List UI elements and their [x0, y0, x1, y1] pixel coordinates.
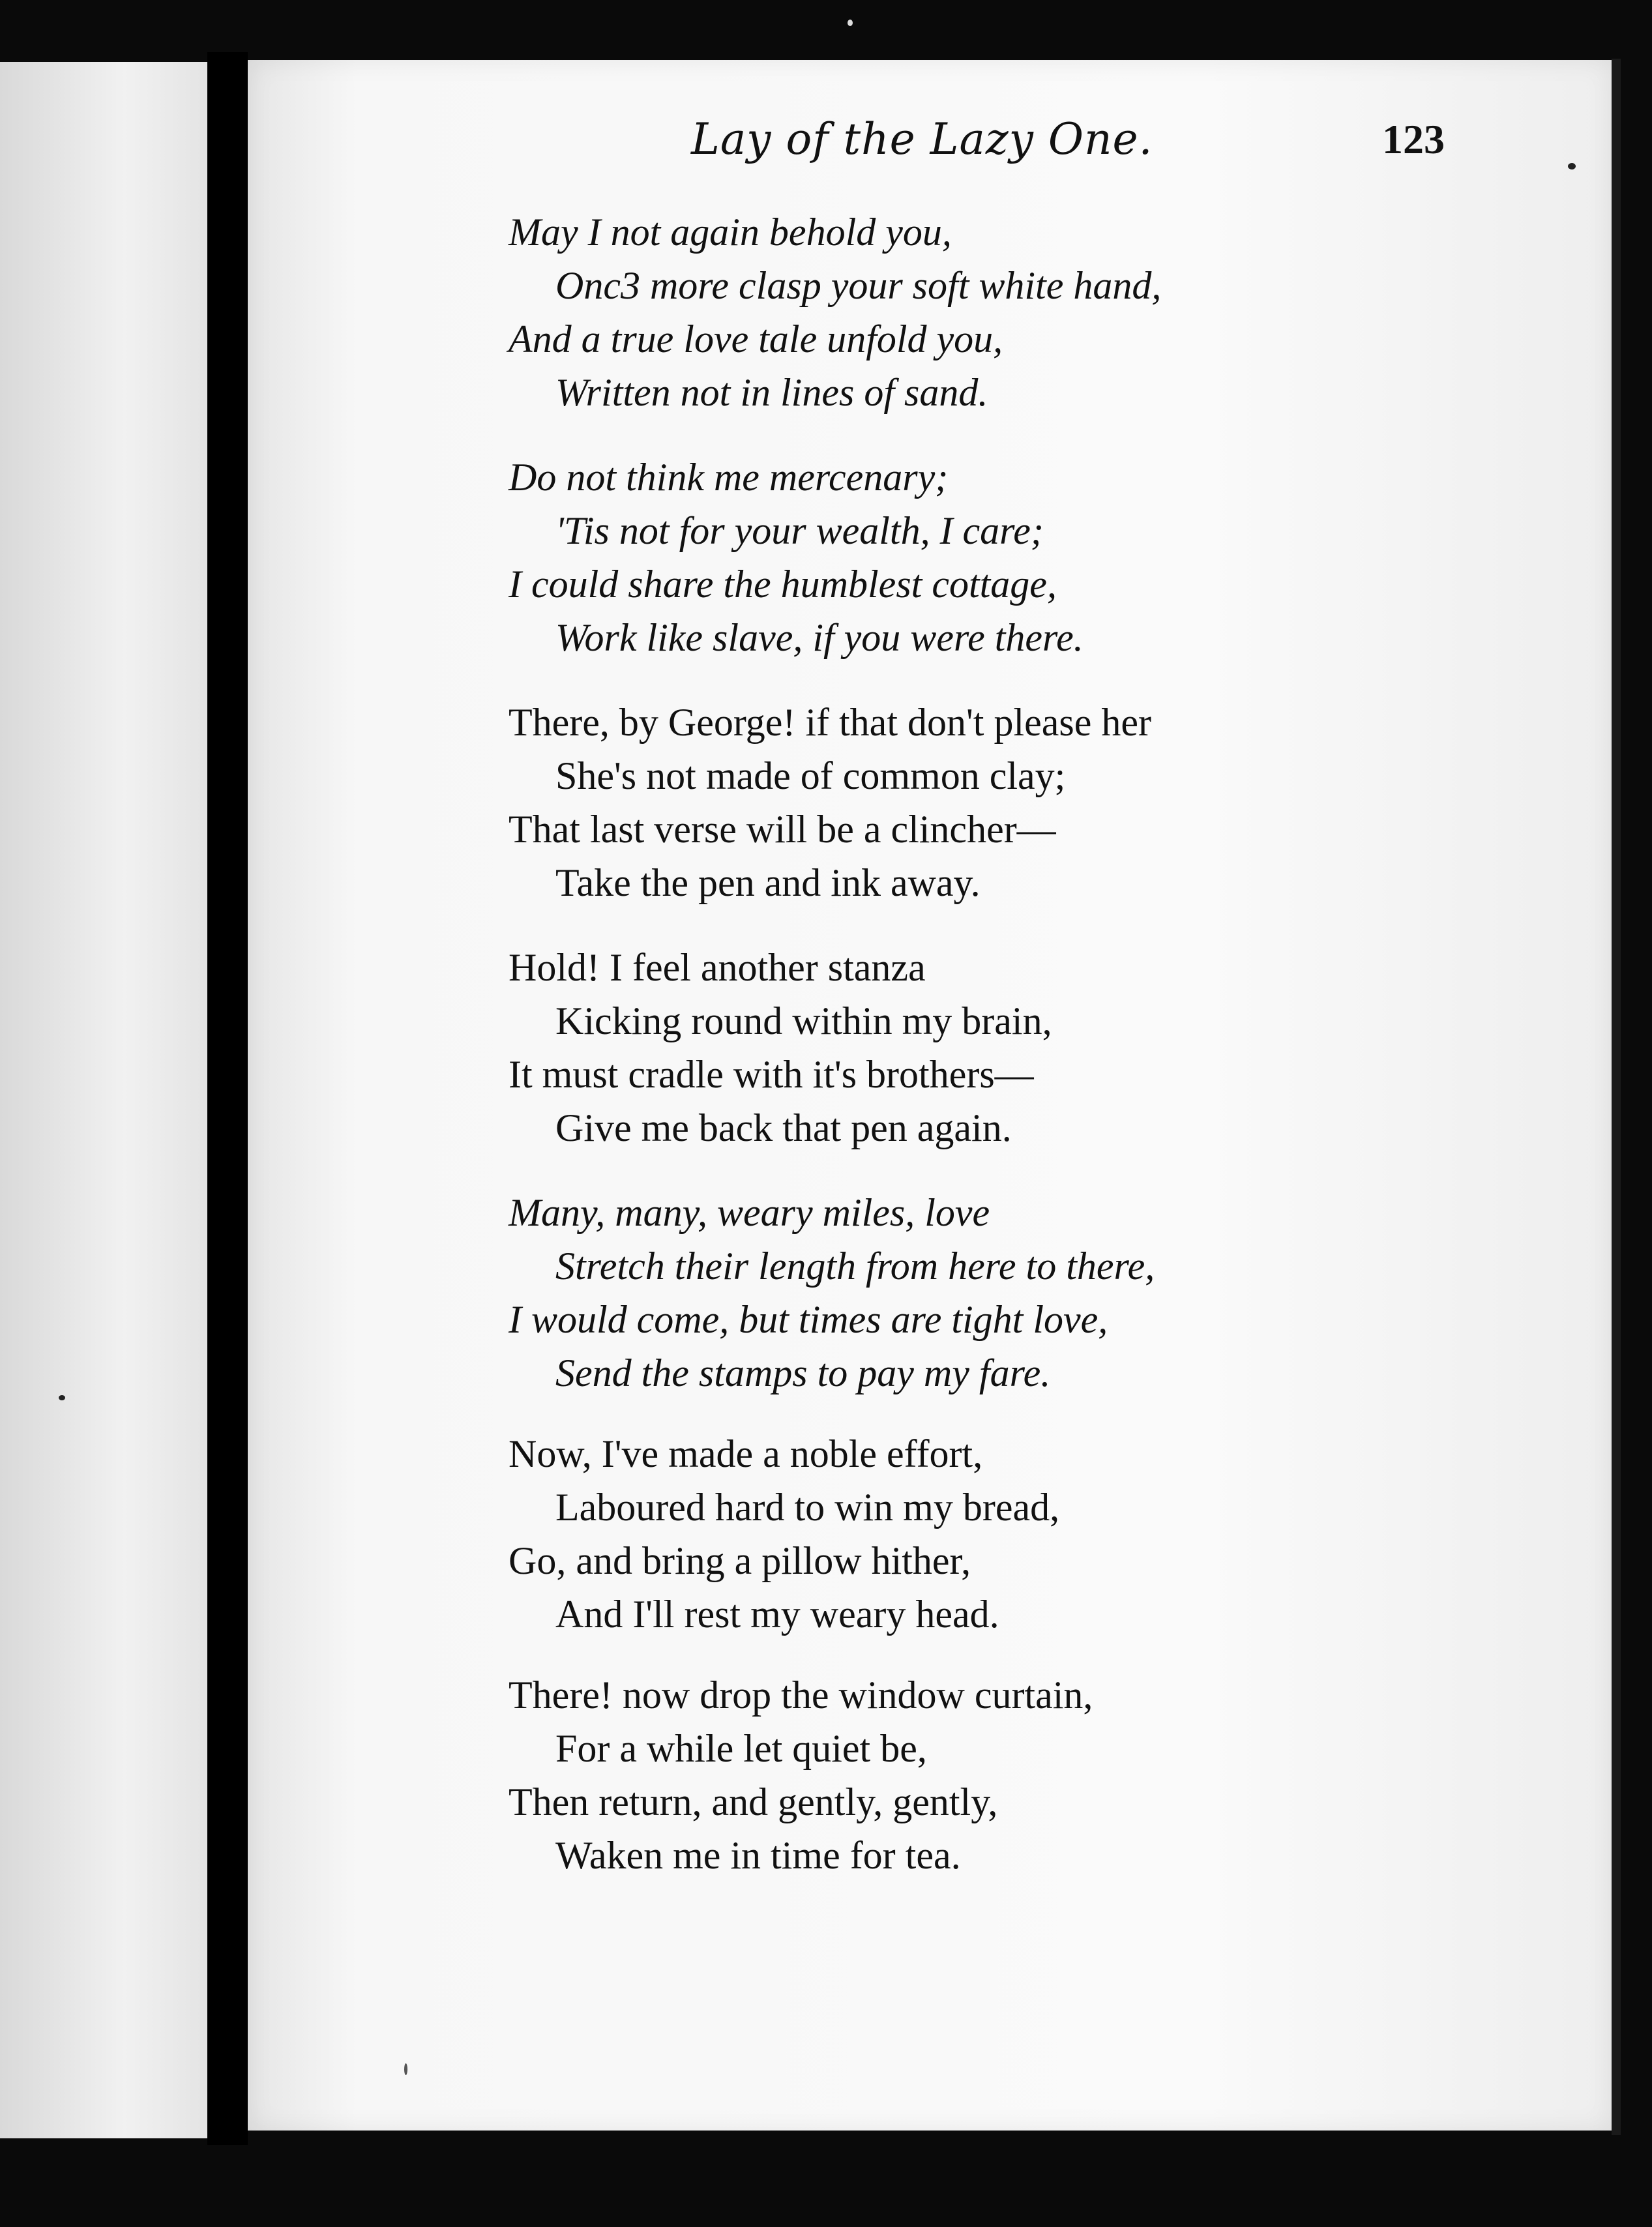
poem-line: There! now drop the window curtain, — [509, 1674, 1093, 1717]
poem-line: May I not again behold you, — [509, 211, 952, 254]
stanza-3 — [509, 696, 1591, 909]
book-gutter — [207, 52, 248, 2145]
poem-line: Laboured hard to win my bread, — [555, 1486, 1060, 1529]
left-page-edge — [0, 62, 207, 2138]
scan-speck — [404, 2063, 407, 2075]
stanza-7 — [509, 1668, 1591, 1882]
poem-line: I would come, but times are tight love, — [509, 1298, 1108, 1341]
poem-line: Hold! I feel another stanza — [509, 946, 926, 989]
poem-line: Work like slave, if you were there. — [555, 616, 1084, 659]
poem-line: And a true love tale unfold you, — [509, 317, 1003, 361]
poem-line: There, by George! if that don't please her — [509, 701, 1151, 744]
poem-line: Do not think me mercenary; — [509, 456, 949, 499]
poem-line: It must cradle with it's brothers— — [509, 1053, 1034, 1096]
poem-line: Kicking round within my brain, — [555, 999, 1052, 1042]
stanza-5 — [509, 1186, 1591, 1400]
poem-line: Give me back that pen again. — [555, 1106, 1012, 1149]
stanza-4 — [509, 941, 1591, 1155]
scan-speck — [1568, 163, 1576, 170]
poem-line: I could share the humblest cottage, — [509, 563, 1057, 606]
poem-line: Waken me in time for tea. — [555, 1834, 961, 1877]
stanza-6 — [509, 1427, 1591, 1641]
poem-line: Send the stamps to pay my fare. — [555, 1351, 1051, 1394]
poem-line: That last verse will be a clincher— — [509, 808, 1056, 851]
running-head-title: Lay of the Lazy One. — [691, 114, 1153, 164]
page-number: 123 — [1382, 116, 1445, 162]
poem-line: For a while let quiet be, — [555, 1727, 927, 1770]
poem-line: Go, and bring a pillow hither, — [509, 1539, 971, 1582]
scan-speck — [848, 20, 853, 26]
poem-line: Onc3 more clasp your soft white hand, — [555, 264, 1162, 307]
stanza-2 — [509, 450, 1591, 664]
page-edge-shadow — [1612, 59, 1621, 2135]
poem-line: Take the pen and ink away. — [555, 861, 981, 904]
poem-line: Written not in lines of sand. — [555, 371, 988, 414]
poem-line: And I'll rest my weary head. — [555, 1593, 999, 1636]
poem-line: Stretch their length from here to there, — [555, 1245, 1155, 1288]
poem-body — [509, 205, 1591, 1882]
poem-line: Now, I've made a noble effort, — [509, 1432, 983, 1475]
poem-line: Many, many, weary miles, love — [509, 1191, 990, 1234]
stanza-1 — [509, 205, 1591, 419]
poem-line: Then return, and gently, gently, — [509, 1780, 998, 1823]
scan-speck — [59, 1395, 65, 1400]
poem-line: She's not made of common clay; — [555, 754, 1066, 797]
poem-line: 'Tis not for your wealth, I care; — [555, 509, 1044, 552]
